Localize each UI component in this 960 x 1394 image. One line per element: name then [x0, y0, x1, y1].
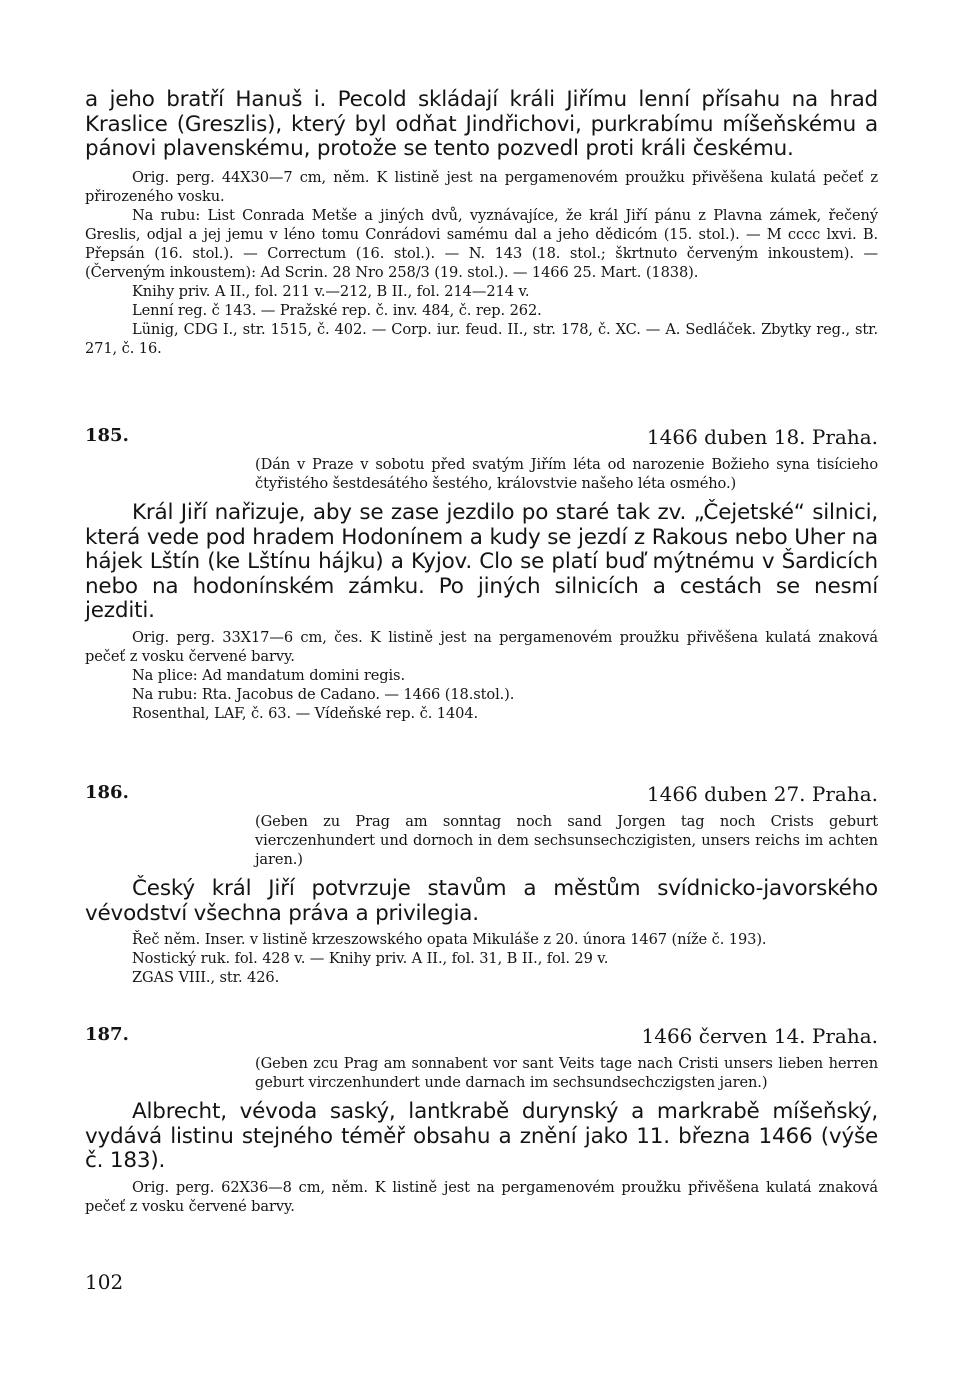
- intro-note: Lenní reg. č 143. — Pražské rep. č. inv. 484, č. rep. 262.: [132, 301, 542, 319]
- entry-notes: [85, 930, 878, 987]
- entry-187: [85, 1024, 878, 1216]
- intro-note: Knihy priv. A II., fol. 211 v.—212, B II., fol. 214—214 v.: [132, 282, 530, 300]
- entry-dating-formula: (Dán v Praze v sobotu před svatým Jiřím léta od narozenie Božieho syna tisícieho čtyřistého šestdesátého šestého, královstvie našeho léta osmého.): [255, 456, 878, 492]
- intro-entry: [85, 88, 878, 358]
- entry-note: Orig. perg. 33X17—6 cm, čes. K listině jest na pergamenovém proužku přivěšena kulatá znaková pečeť z vosku červené barvy.: [85, 628, 878, 665]
- entry-date: 1466 červen 14. Praha.: [641, 1024, 878, 1048]
- entry-note: Na rubu: Rta. Jacobus de Cadano. — 1466 (18.stol.).: [132, 685, 515, 703]
- entry-header: [85, 782, 878, 810]
- entry-summary: Český král Jiří potvrzuje stavům a městům svídnicko-javorského vévodství všechna práva a privilegia.: [85, 876, 878, 926]
- entry-header: [85, 425, 878, 453]
- entry-note: Rosenthal, LAF, č. 63. — Vídeňské rep. č. 1404.: [132, 704, 479, 722]
- entry-notes: [85, 1178, 878, 1216]
- entry-186: [85, 782, 878, 987]
- entry-date: 1466 duben 27. Praha.: [646, 782, 878, 806]
- intro-summary: a jeho bratří Hanuš i. Pecold skládají králi Jiřímu lenní přísahu na hrad Kraslice (Greszlis), který byl odňat Jindřichovi, purkrabímu míšeňskému a pánovi plavenskému, protože se tento pozvedl proti králi českému.: [85, 87, 878, 161]
- entry-summary: Albrecht, vévoda saský, lantkrabě durynský a markrabě míšeňský, vydává listinu stejného téměř obsahu a znění jako 11. března 1466 (výše č. 183).: [85, 1099, 878, 1173]
- entry-dating-formula: (Geben zu Prag am sonntag noch sand Jorgen tag noch Crists geburt vierczenhundert und dornoch in dem sechsunsechczigisten, unsers reichs im achten jaren.): [255, 813, 878, 868]
- entry-185: [85, 425, 878, 723]
- entry-note: Na plice: Ad mandatum domini regis.: [132, 666, 405, 684]
- intro-note: Lünig, CDG I., str. 1515, č. 402. — Corp. iur. feud. II., str. 178, č. XC. — A. Sedláček. Zbytky reg., str. 271, č. 16.: [85, 320, 878, 357]
- entry-number: 185.: [85, 425, 129, 446]
- entry-number: 187.: [85, 1024, 129, 1045]
- entry-header: [85, 1024, 878, 1052]
- entry-notes: [85, 628, 878, 723]
- intro-notes: [85, 168, 878, 358]
- intro-note: Orig. perg. 44X30—7 cm, něm. K listině jest na pergamenovém proužku přivěšena kulatá pečeť z přirozeného vosku.: [85, 168, 878, 205]
- entry-dating-formula: (Geben zcu Prag am sonnabent vor sant Veits tage nach Cristi unsers lieben herren geburt virczenhundert unde darnach im sechsundsechczigsten jaren.): [255, 1055, 878, 1091]
- entry-number: 186.: [85, 782, 129, 803]
- entry-note: ZGAS VIII., str. 426.: [132, 969, 280, 986]
- entry-date: 1466 duben 18. Praha.: [646, 425, 878, 449]
- entry-note: Orig. perg. 62X36—8 cm, něm. K listině jest na pergamenovém proužku přivěšena kulatá znaková pečeť z vosku červené barvy.: [85, 1178, 878, 1215]
- intro-note: Na rubu: List Conrada Metše a jiných dvů, vyznávajíce, že král Jiří pánu z Plavna zámek, řečený Greslis, odjal a jej jemu v léno tomu Conrádovi samému dal a jeho dědicóm (15. stol.). — M cccc lxvi. B. Přepsán (16. stol.). — Correctum (16. stol.). — N. 143 (18. stol.; škrtnuto červeným inkoustem). — (Červeným inkoustem): Ad Scrin. 28 Nro 258/3 (19. stol.). — 1466 25. Mart. (1838).: [85, 206, 878, 281]
- entry-note: Řeč něm. Inser. v listině krzeszowského opata Mikuláše z 20. února 1467 (níže č. 193).: [132, 931, 767, 948]
- entry-summary: Král Jiří nařizuje, aby se zase jezdilo po staré tak zv. „Čejetské“ silnici, která vede pod hradem Hodonínem a kudy se jezdí z Rakous nebo Uher na hájek Lštín (ke Lštínu hájku) a Kyjov. Clo se platí buď mýtnému v Šardicích nebo na hodonínském zámku. Po jiných silnicích a cestách se nesmí jezditi.: [85, 500, 878, 623]
- page-number: 102: [85, 1270, 124, 1294]
- entry-note: Nostický ruk. fol. 428 v. — Knihy priv. A II., fol. 31, B II., fol. 29 v.: [132, 950, 609, 967]
